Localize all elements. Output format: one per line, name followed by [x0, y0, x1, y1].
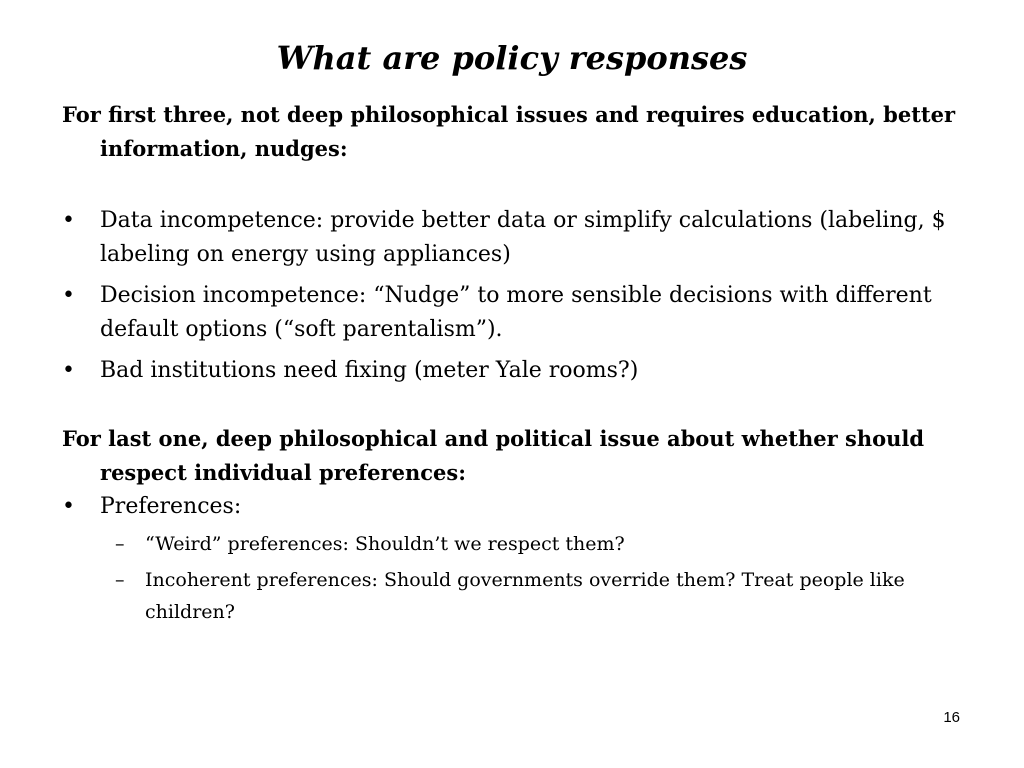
bullet-icon: •	[62, 283, 75, 308]
list-item-text: Preferences:	[100, 494, 242, 519]
list-item-text: Bad institutions need fixing (meter Yale rooms?)	[100, 358, 639, 383]
slide-body	[62, 98, 962, 635]
list-item	[62, 490, 962, 628]
list-item	[62, 204, 962, 272]
list-item	[62, 279, 962, 347]
sub-list-item	[100, 528, 962, 560]
slide-title: What are policy responses	[276, 39, 748, 77]
policy-responses-list	[62, 204, 962, 388]
sub-list-item-text: Incoherent preferences: Should governments override them? Treat people like children?	[145, 569, 905, 623]
sub-list-item	[100, 564, 962, 628]
dash-icon: –	[115, 569, 125, 591]
section-heading-last-one: For last one, deep philosophical and political issue about whether should respect individual preferences:	[62, 426, 925, 485]
bullet-icon: •	[62, 494, 75, 519]
sub-list-item-text: “Weird” preferences: Shouldn’t we respect them?	[145, 533, 625, 555]
bullet-icon: •	[62, 208, 75, 233]
section-heading-first-three: For first three, not deep philosophical issues and requires education, better information, nudges:	[62, 102, 956, 161]
list-item-text: Data incompetence: provide better data or simplify calculations (labeling, $ labeling on energy using appliances)	[100, 208, 946, 267]
dash-icon: –	[115, 533, 125, 555]
preferences-sublist	[100, 528, 962, 628]
page-number: 16	[943, 709, 960, 726]
list-item-text: Decision incompetence: “Nudge” to more sensible decisions with different default options (“soft parentalism”).	[100, 283, 932, 342]
bullet-icon: •	[62, 358, 75, 383]
preferences-list	[62, 490, 962, 628]
list-item	[62, 354, 962, 388]
